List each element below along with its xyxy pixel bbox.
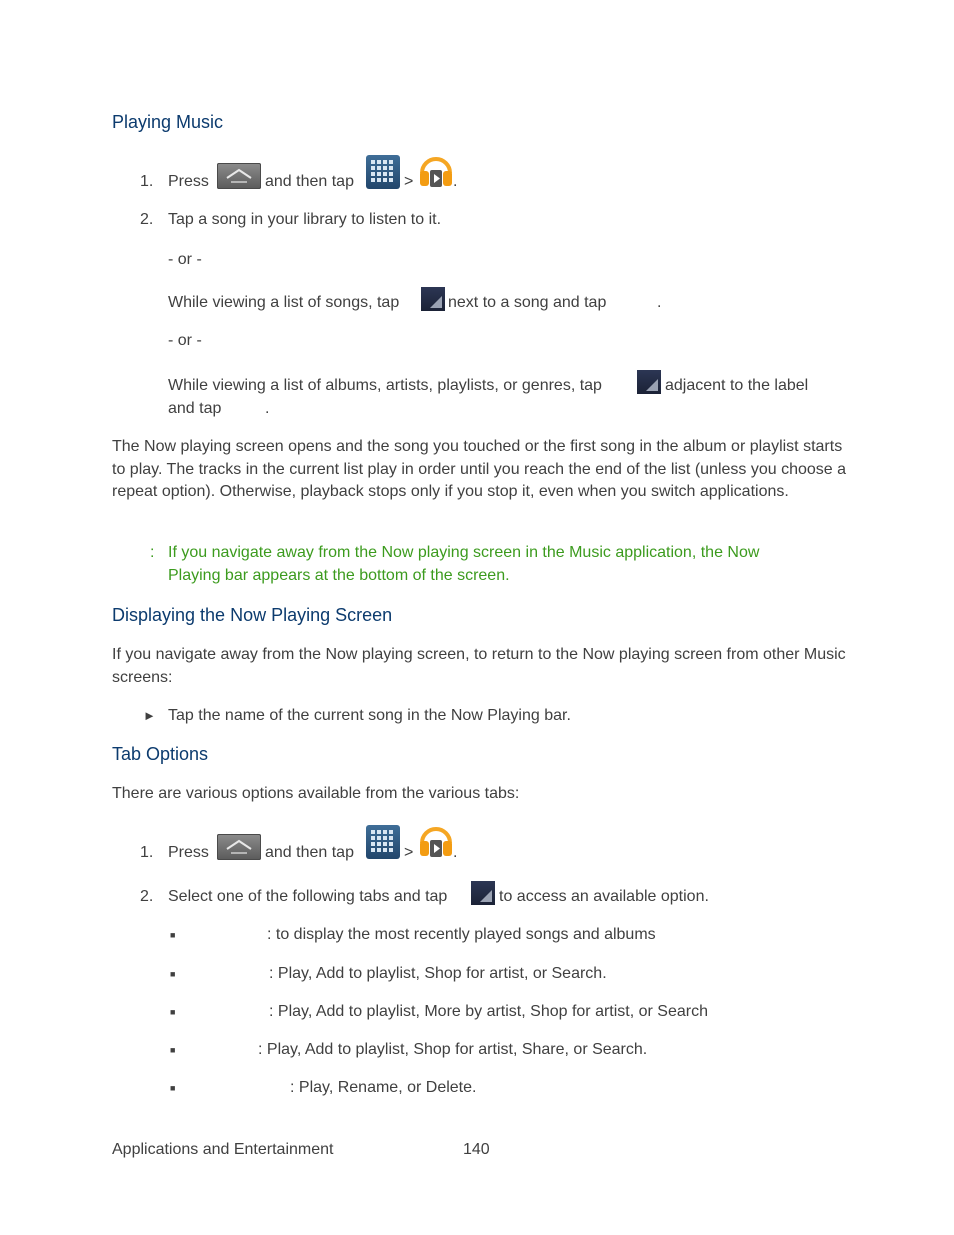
alt-text: adjacent to the label [665,377,809,394]
home-key-icon [217,834,261,860]
heading-tab-options: Tab Options [112,744,209,764]
or-separator: - or - [168,251,202,268]
step-number: 2. [140,211,154,228]
step-number: 1. [140,173,154,190]
tab-option-item: : Play, Add to playlist, Shop for artist, or Search. [269,965,607,982]
menu-corner-icon [421,287,445,311]
menu-corner-icon [637,370,661,394]
play-music-headphones-icon [417,821,458,864]
menu-corner-icon [471,881,495,905]
or-separator: - or - [168,332,202,349]
square-bullet-icon: ■ [170,969,176,979]
tab-option-item: : Play, Add to playlist, More by artist, Shop for artist, or Search [269,1003,708,1020]
alt-period: . [265,400,270,417]
square-bullet-icon: ■ [170,1083,176,1093]
heading-playing-music: Playing Music [112,112,224,132]
alt-text: next to a song and tap [448,294,607,311]
square-bullet-icon: ■ [170,1045,176,1055]
step-text-press: Press [168,844,209,861]
alt-text: and tap [168,400,222,417]
tab-option-item: : Play, Add to playlist, Shop for artist, Share, or Search. [258,1041,648,1058]
note-text: Playing bar appears at the bottom of the screen. [168,567,510,584]
step-text: Select one of the following tabs and tap [168,888,448,905]
step-text: to access an available option. [499,888,709,905]
tab-option-item: : to display the most recently played songs and albums [267,926,656,943]
alt-text: While viewing a list of songs, tap [168,294,400,311]
step-period: . [453,173,458,190]
gt-separator: > [404,173,414,190]
heading-now-playing: Displaying the Now Playing Screen [112,605,393,625]
step-text-and-then-tap: and then tap [265,844,354,861]
body-paragraph: If you navigate away from the Now playing screen, to return to the Now playing screen from other Music screens: [112,646,846,686]
apps-grid-icon [366,155,400,189]
play-music-headphones-icon [417,151,458,194]
apps-grid-icon [366,825,400,859]
step-text-and-then-tap: and then tap [265,173,354,190]
bullet-text: Tap the name of the current song in the Now Playing bar. [168,707,571,724]
tab-option-item: : Play, Rename, or Delete. [290,1079,477,1096]
step-text: Tap a song in your library to listen to it. [168,211,442,228]
square-bullet-icon: ■ [170,930,176,940]
intro-text: There are various options available from the various tabs: [112,785,520,802]
step-number: 2. [140,888,154,905]
step-number: 1. [140,844,154,861]
home-key-icon [217,163,261,189]
page-number: 140 [463,1141,490,1158]
alt-text: While viewing a list of albums, artists, playlists, or genres, tap [168,377,602,394]
alt-period: . [657,294,662,311]
gt-separator: > [404,844,414,861]
step-text-press: Press [168,173,209,190]
body-paragraph: The Now playing screen opens and the song you touched or the first song in the album or playlist starts to play. The tracks in the current list play in order until you reach the end of the list (unless you choose a repeat option). Otherwise, playback stops only if you stop it, even when you switch applications. [112,438,847,501]
note-marker: : [150,544,155,561]
footer-section-title: Applications and Entertainment [112,1141,334,1158]
step-period: . [453,844,458,861]
note-text: If you navigate away from the Now playing screen in the Music application, the Now [168,544,760,561]
square-bullet-icon: ■ [170,1007,176,1017]
arrow-bullet-icon: ► [143,708,156,723]
